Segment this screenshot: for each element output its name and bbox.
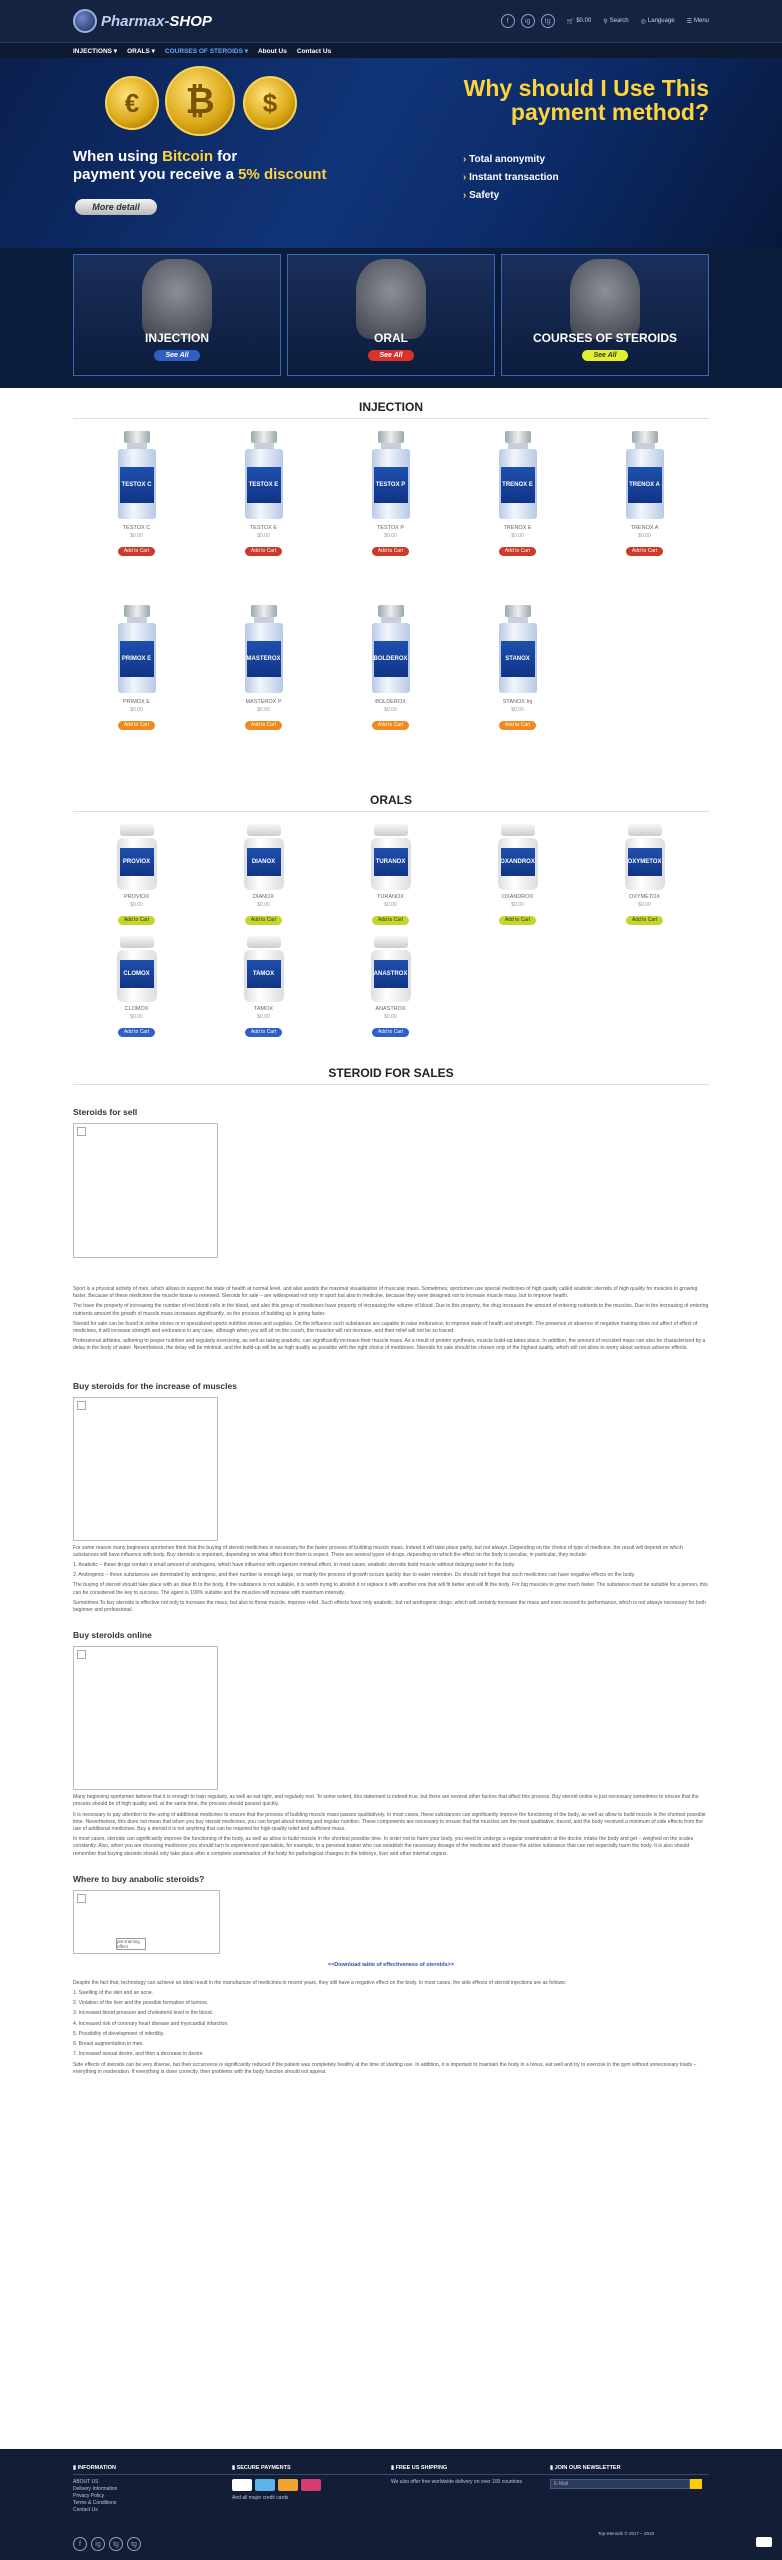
- vial-image: [499, 605, 537, 695]
- product-price: $0.00: [384, 533, 397, 539]
- bottle-cap: [120, 936, 154, 948]
- vial-cap: [505, 431, 531, 443]
- bottle-cap: [374, 824, 408, 836]
- hero-line2-a: payment you receive a: [73, 166, 239, 183]
- bitcoin-coin-icon: ₿: [165, 66, 235, 136]
- bottle-body: [244, 950, 284, 1002]
- add-to-cart-button[interactable]: Add to Cart: [245, 721, 282, 730]
- product-card[interactable]: [73, 820, 200, 932]
- product-card[interactable]: [454, 601, 581, 775]
- hero-line2-b: 5% discount: [238, 166, 327, 183]
- product-card[interactable]: [73, 601, 200, 775]
- product-card[interactable]: [454, 820, 581, 932]
- category-image: [356, 259, 426, 339]
- cart-button[interactable]: [567, 18, 592, 25]
- bottle-image: [371, 936, 411, 1002]
- nav-contact[interactable]: Contact Us: [296, 47, 332, 55]
- article-heading-4: Where to buy anabolic steroids?: [73, 1873, 205, 1884]
- search-icon: ⚲: [603, 18, 608, 25]
- product-name[interactable]: TESTOX E: [249, 525, 278, 531]
- main-content: [73, 388, 709, 2076]
- product-card[interactable]: [73, 427, 200, 601]
- product-card[interactable]: [327, 601, 454, 775]
- product-price: $0.00: [511, 533, 524, 539]
- newsletter-email-input[interactable]: E-Mail: [550, 2479, 690, 2489]
- vial-image: [626, 431, 664, 521]
- site-logo[interactable]: [73, 9, 212, 33]
- vial-cap: [632, 431, 658, 443]
- product-price: $0.00: [638, 902, 651, 908]
- telegram-icon[interactable]: tg: [109, 2537, 123, 2551]
- article-paragraph: The buying of steroid should take place with an ideal fit to the body, if the substance is not suitable, it is worth trying to abolish it or replace it with another one that will fit better and will fit the body. For big muscles to grow much faster. The substance must be suitable for a person, this can be considered the key to success. The agent is 100% suitable and the muscles will increase with maximum intensity.: [73, 1582, 708, 1596]
- bottle-body: [498, 838, 538, 890]
- language-button[interactable]: [641, 18, 675, 25]
- bottle-label: TURANOX: [374, 848, 408, 876]
- telegram-icon[interactable]: tg: [127, 2537, 141, 2551]
- logo-text: [101, 13, 212, 30]
- bottle-body: [244, 838, 284, 890]
- bottle-label: OXYMETOX: [628, 848, 662, 876]
- product-card[interactable]: [327, 820, 454, 932]
- orals-grid: [73, 820, 709, 1044]
- product-card[interactable]: [200, 427, 327, 601]
- hero-line1-b: Bitcoin: [162, 148, 214, 165]
- vial-label: TRENOX E: [501, 467, 535, 503]
- product-name[interactable]: BOLDEROX: [375, 699, 406, 705]
- vial-image: [372, 431, 410, 521]
- vial-label: TRENOX A: [628, 467, 662, 503]
- maestro-card-icon: [301, 2479, 321, 2491]
- vial-glass: [372, 623, 410, 693]
- visa-card-icon: [232, 2479, 252, 2491]
- add-to-cart-button[interactable]: Add to Cart: [499, 916, 536, 925]
- product-name[interactable]: PRIMOX E: [123, 699, 150, 705]
- vial-label: TESTOX C: [120, 467, 154, 503]
- newsletter-submit-button[interactable]: [690, 2479, 702, 2489]
- article-paragraph: 4. Increased risk of coronary heart disease and myocardial infarction.: [73, 2020, 229, 2027]
- footer-pay-heading: ▮ SECURE PAYMENTS: [232, 2465, 391, 2475]
- footer-newsletter: [550, 2465, 709, 2514]
- orals-section-title: ORALS: [73, 781, 709, 812]
- cart-total: $0.00: [576, 18, 592, 24]
- article-paragraph: 5. Possibility of development of infertility.: [73, 2030, 165, 2037]
- footer-ship-heading: ▮ FREE US SHIPPING: [391, 2465, 550, 2475]
- vial-image: [499, 431, 537, 521]
- copyright: Top-Steroids © 2017 – 2019: [597, 2531, 654, 2536]
- vial-cap: [251, 431, 277, 443]
- hero-headline: Why should I Use This payment method?: [463, 75, 709, 125]
- article-paragraph: 1. Swelling of the skin and an acne.: [73, 1990, 154, 1997]
- product-price: $0.00: [257, 1014, 270, 1020]
- footer-link[interactable]: Privacy Policy: [73, 2493, 105, 2499]
- bottle-body: [625, 838, 665, 890]
- add-to-cart-button[interactable]: Add to Cart: [372, 721, 409, 730]
- vial-image: [245, 605, 283, 695]
- product-name[interactable]: OXYMETOX: [628, 894, 661, 900]
- product-price: $0.00: [384, 902, 397, 908]
- footer-pay-title: SECURE PAYMENTS: [236, 2465, 291, 2471]
- add-to-cart-button[interactable]: Add to Cart: [372, 1028, 409, 1037]
- product-price: $0.00: [130, 902, 143, 908]
- article-image-3: [73, 1646, 218, 1790]
- product-card[interactable]: [200, 601, 327, 775]
- category-card[interactable]: [73, 254, 281, 376]
- bottle-label: ANASTROX: [374, 960, 408, 988]
- back-to-top-button[interactable]: [756, 2537, 772, 2547]
- bottle-image: [117, 936, 157, 1002]
- bottle-image: [498, 824, 538, 890]
- category-image: [142, 259, 212, 339]
- vial-cap: [124, 431, 150, 443]
- product-card[interactable]: [581, 820, 708, 932]
- article-paragraph: Sport is a physical activity of men, which allows to support the state of health at normal level, and also assists the maximal visualisation of muscular mass. Sometimes, sportsmen use special medicines of high quality called anabolic steroids of high quality for muscles to growing faster. Because of these medicines the muscle tissue is renewed. Steroids for sale – are widespread not only in sport but also in medicine, because they were designed not to increase muscle mass, but to improve health.: [73, 1286, 698, 1300]
- instagram-icon[interactable]: ig: [521, 14, 535, 28]
- article-heading-2: Buy steroids for the increase of muscles: [73, 1380, 237, 1391]
- vial-image: [118, 605, 156, 695]
- footer-payments: [232, 2465, 391, 2514]
- bottle-label: DIANOX: [247, 848, 281, 876]
- article-heading-3: Buy steroids online: [73, 1630, 152, 1641]
- bottle-cap: [247, 824, 281, 836]
- bottle-label: TAMOX: [247, 960, 281, 988]
- top-bar: [0, 0, 782, 42]
- product-name[interactable]: DIANOX: [252, 894, 275, 900]
- footer-link[interactable]: Contact Us: [73, 2507, 98, 2513]
- vial-label: TESTOX P: [374, 467, 408, 503]
- more-detail-button[interactable]: More detail: [75, 199, 157, 215]
- add-to-cart-button[interactable]: Add to Cart: [118, 547, 155, 556]
- product-name[interactable]: TURANOX: [377, 894, 404, 900]
- vial-glass: [118, 623, 156, 693]
- article-paragraph: 2. Androgenic – these substances are dominated by androgens, and their number is enough large, so mainly the process of growth occurs quickly due to water retention. Do should not forget that such medicines can have negative effects on the body.: [73, 1572, 636, 1579]
- article-paragraph: It is necessary to pay attention to the using of additional medicines to ensure that the process of building muscle mass passes qualitatively. In most cases, these substances can significantly improve the functioning of the body, as well as allow to build muscle in the shortest possible time. Nevertheless, this does not mean that when you buy steroid medicines, you can forget about training and regular nutrition. These components are necessary to ensure that the muscles are the most qualitative, traced, and the body received a minimum of side effects from the use of additional medicines. Buy a steroid it is not anything that can be required for high-quality relief and sufficient mass.: [73, 1811, 706, 1833]
- hero-line1-a: When using: [73, 148, 163, 165]
- article-image-1: [73, 1123, 218, 1258]
- article-paragraph: 2. Violation of the liver and the possible formation of tumors.: [73, 2000, 209, 2007]
- bottle-label: OXANDROX: [501, 848, 535, 876]
- add-to-cart-button[interactable]: Add to Cart: [372, 547, 409, 556]
- image-caption: pre-training effect: [116, 1938, 146, 1950]
- logo-emblem-icon: [73, 9, 97, 33]
- bottle-image: [244, 824, 284, 890]
- product-name[interactable]: TESTOX P: [376, 525, 405, 531]
- add-to-cart-button[interactable]: Add to Cart: [499, 547, 536, 556]
- footer-shipping: [391, 2465, 550, 2514]
- footer-news-title: JOIN OUR NEWSLETTER: [554, 2465, 621, 2471]
- benefit-item: › Instant transaction: [463, 172, 559, 183]
- article: [73, 1093, 709, 2076]
- product-card[interactable]: [200, 932, 327, 1044]
- vial-glass: [626, 449, 664, 519]
- injection-grid: [73, 427, 709, 775]
- article-paragraph: 3. Increased blood pressure and cholesterol level in the blood.: [73, 2010, 214, 2017]
- shipping-note: We also offer free worldwide delivery on over 100 countries: [391, 2479, 522, 2485]
- product-name[interactable]: MASTEROX P: [245, 699, 282, 705]
- add-to-cart-button[interactable]: Add to Cart: [118, 916, 155, 925]
- benefit-item: › Total anonymity: [463, 154, 559, 165]
- add-to-cart-button[interactable]: Add to Cart: [245, 547, 282, 556]
- injection-section-title: INJECTION: [73, 388, 709, 419]
- product-card[interactable]: [327, 427, 454, 601]
- payment-cards: [232, 2479, 391, 2491]
- vial-label: BOLDEROX: [374, 641, 408, 677]
- benefit-item: › Safety: [463, 190, 559, 201]
- bottle-image: [371, 824, 411, 890]
- vial-glass: [245, 623, 283, 693]
- article-paragraph: Steroid for sale can be found in online stores or in specialized sports nutrition stores and supplies. On the influence such substances are capable to raise endurance, to improve state of health and strength. The presence or absence of negative training does not affect of effect of medicines, it will increase strength and endurance in any case, although when you will sit on the couch, the muscles will not increase, and their relief will not be so traced.: [73, 1320, 698, 1335]
- product-name[interactable]: TESTOX C: [122, 525, 151, 531]
- hero-bitcoin-text: [73, 148, 373, 184]
- article-paragraph: Many beginning sportsmen believe that it is enough to train regularly, as well as eat right, and regularly rest. To some extent, this statement is indeed true, but there are several other factors that affect this process. Buy steroid online is just necessary sometimes to ensure that the process should be of high quality and, at the same time, the process should passed quickly.: [73, 1794, 699, 1808]
- globe-icon: ◎: [640, 18, 646, 25]
- nav-injections[interactable]: INJECTIONS ▾: [73, 48, 118, 55]
- vial-label: TESTOX E: [247, 467, 281, 503]
- instagram-icon[interactable]: ig: [91, 2537, 105, 2551]
- category-image: [570, 259, 640, 339]
- vial-label: MASTEROX: [247, 641, 281, 677]
- vial-label: PRIMOX E: [120, 641, 154, 677]
- header-tools: [501, 14, 709, 28]
- add-to-cart-button[interactable]: Add to Cart: [626, 916, 663, 925]
- article-image-4: [73, 1890, 220, 1954]
- vial-image: [245, 431, 283, 521]
- vial-glass: [499, 449, 537, 519]
- product-price: $0.00: [511, 902, 524, 908]
- payment-note: And all major credit cards: [232, 2495, 289, 2501]
- category-title: INJECTION: [144, 331, 209, 345]
- see-all-button[interactable]: See All: [582, 350, 628, 361]
- product-price: $0.00: [511, 707, 524, 713]
- vial-cap: [505, 605, 531, 617]
- bottle-body: [371, 950, 411, 1002]
- add-to-cart-button[interactable]: Add to Cart: [118, 1028, 155, 1037]
- article-title: STEROID FOR SALES: [73, 1054, 709, 1085]
- hero-banner: [0, 58, 782, 248]
- nav-orals[interactable]: ORALS ▾: [127, 48, 155, 55]
- footer: [0, 2449, 782, 2560]
- product-card[interactable]: [454, 427, 581, 601]
- article-paragraph: Despite the fact that, technology can achieve an ideal result in the manufacture of medicines in recent years, they still have a negative effect on the body. In most cases, the side effects of steroid injections are as follows:: [73, 1979, 567, 1986]
- nav-about[interactable]: About Us: [257, 47, 287, 55]
- product-price: $0.00: [130, 1014, 143, 1020]
- vial-cap: [378, 605, 404, 617]
- bottle-image: [625, 824, 665, 890]
- bottle-cap: [374, 936, 408, 948]
- menu-button[interactable]: [687, 18, 709, 25]
- amex-card-icon: [255, 2479, 275, 2491]
- article-paragraph: 6. Breast augmentation in men.: [73, 2041, 144, 2048]
- add-to-cart-button[interactable]: Add to Cart: [626, 547, 663, 556]
- footer-link[interactable]: Delivery Information: [73, 2486, 118, 2492]
- footer-info-title: INFORMATION: [77, 2465, 116, 2471]
- vial-glass: [499, 623, 537, 693]
- add-to-cart-button[interactable]: Add to Cart: [499, 721, 536, 730]
- cart-icon: 🛒: [566, 18, 575, 25]
- see-all-button[interactable]: See All: [368, 350, 414, 361]
- vial-glass: [372, 449, 410, 519]
- bottle-cap: [247, 936, 281, 948]
- product-name[interactable]: CLOMOX: [124, 1006, 149, 1012]
- category-card[interactable]: [501, 254, 709, 376]
- article-paragraph: In most cases, steroids can significantly improve the functioning of the body, as well as allow to build muscle in the shortest possible time. In order not to harm your body, you need to undergo a regular examination at the doctor, intake the body and get – weighed on the scales constantly. Also, when you are choosing medicines you should turn to experienced specialists, for example, to a personal trainer who can establish the necessary dosage of the medicine and choose the active substance that can not especially harm the body. It is also should remember that buying steroids should only take place after a complete examination of the body for pathological changes in the kidneys, liver and other internal organs.: [73, 1836, 694, 1857]
- dollar-coin-icon: $: [243, 76, 297, 130]
- product-price: $0.00: [257, 533, 270, 539]
- facebook-icon[interactable]: f: [73, 2537, 87, 2551]
- euro-coin-icon: €: [105, 76, 159, 130]
- bottle-cap: [628, 824, 662, 836]
- bottle-label: PROVIOX: [120, 848, 154, 876]
- see-all-button[interactable]: See All: [154, 350, 200, 361]
- product-price: $0.00: [130, 533, 143, 539]
- product-card[interactable]: [200, 820, 327, 932]
- vial-cap: [124, 605, 150, 617]
- article-paragraph: The have the property of increasing the number of red blood cells in the blood, and also this group of medicines have property of increasing the volume of blood. Due to this property, the drug increases the amount of entering nutrients to the muscles. Due to the increasing of entering nutrients amount the growth of muscle mass increases significantly, so the process of building up is going faster.: [73, 1303, 709, 1317]
- facebook-icon[interactable]: f: [501, 14, 515, 28]
- article-paragraph: Side effects of steroids can be very diverse, but their occurrence is significantly reduced if the patient was completely healthy at the time of starting use. In addition, it is important to maintain the body in a tonus, eat well and try to exercise in the gym without unnecessary loads – everything in moderation. If everything is done correctly, then problems with the body function should not appear.: [73, 2061, 697, 2075]
- menu-label: Menu: [693, 18, 709, 24]
- product-card[interactable]: [73, 932, 200, 1044]
- article-paragraph: 7. Increased sexual desire, and then a decrease in desire.: [73, 2051, 204, 2058]
- product-name[interactable]: PROVIOX: [123, 894, 150, 900]
- vial-cap: [251, 605, 277, 617]
- bottle-body: [117, 838, 157, 890]
- footer-link[interactable]: Terms & Conditions: [73, 2500, 117, 2506]
- category-card[interactable]: [287, 254, 495, 376]
- article-paragraph: For some reason many beginners sportsmen think that the buying of steroid medicines is necessary for the faster process of building muscle mass. Indeed it will take place partly, but not always. Depending on the choice of type of medicine, the result will depend on which substances will have influence with body. Buy steroids is important, depending on what effect from them is expect. There are several types of drugs, depending on which the effect on the body is peculiar, in particular, they include:: [73, 1544, 683, 1558]
- product-price: $0.00: [384, 1014, 397, 1020]
- bottle-body: [371, 838, 411, 890]
- add-to-cart-button[interactable]: Add to Cart: [245, 916, 282, 925]
- product-name[interactable]: TAMOX: [253, 1006, 274, 1012]
- nav-courses[interactable]: COURSES OF STEROIDS ▾: [164, 48, 248, 55]
- product-name[interactable]: ANASTROX: [375, 1006, 406, 1012]
- add-to-cart-button[interactable]: Add to Cart: [372, 916, 409, 925]
- product-price: $0.00: [257, 902, 270, 908]
- mastercard-icon: [278, 2479, 298, 2491]
- product-name[interactable]: TRENOX E: [503, 525, 532, 531]
- vial-glass: [245, 449, 283, 519]
- bottle-body: [117, 950, 157, 1002]
- add-to-cart-button[interactable]: Add to Cart: [245, 1028, 282, 1037]
- hero-benefits: [463, 154, 559, 208]
- article-paragraph: Professional athletes, adhering to proper nutrition and regularly exercising, as well as taking anabolic, can significantly increase their muscle mass. As a result of protein synthesis, muscle build-up takes place. In addition, the amount of recruited mass can also be characterized by a delay in the body of water. Nevertheless, the delay will be minimal, and the build-up will be as high quality as possible with the right choice of medicines. Steroids for sale should be chosen only of the highest quality, which will not allow to worry about serious adverse effects.: [73, 1338, 706, 1352]
- logo-accent: SHOP: [169, 12, 212, 30]
- category-strip: [0, 248, 782, 388]
- article-heading-1: Steroids for sell: [73, 1107, 138, 1117]
- product-name[interactable]: OXANDROX: [501, 894, 534, 900]
- product-name[interactable]: STANOX Inj: [502, 699, 533, 705]
- article-paragraph: Sometimes To buy steroids is effective not only to increase the mass, but also to throw muscle, improve relief. Such effects have only anabolic, but not androgenic drugs, which will certainly increase the mass and even exceed its performance, which is not always necessary for both beginner and professional.: [73, 1599, 706, 1614]
- main-nav: [0, 42, 782, 58]
- language-label: Language: [647, 18, 675, 24]
- logo-main: Pharmax-: [101, 12, 170, 30]
- footer-info-heading: ▮ INFORMATION: [73, 2465, 232, 2475]
- telegram-icon[interactable]: tg: [541, 14, 555, 28]
- download-table-link[interactable]: <<Download table of effectiveness of steroids>>: [327, 1961, 455, 1968]
- product-card[interactable]: [327, 932, 454, 1044]
- bottle-image: [244, 936, 284, 1002]
- search-button[interactable]: [603, 18, 628, 25]
- vial-label: STANOX: [501, 641, 535, 677]
- product-price: $0.00: [638, 533, 651, 539]
- search-label: Search: [609, 18, 629, 24]
- footer-link[interactable]: ABOUT US: [73, 2479, 99, 2485]
- vial-glass: [118, 449, 156, 519]
- product-price: $0.00: [257, 707, 270, 713]
- bottle-image: [117, 824, 157, 890]
- bottle-cap: [501, 824, 535, 836]
- article-paragraph: 1. Anabolic – these drugs contain a small amount of androgens, which have influence with organism minimal effect. In most cases, anabolic steroids build muscle without delaying water in the body.: [73, 1562, 516, 1569]
- newsletter-form: [550, 2479, 709, 2489]
- hamburger-icon: ☰: [686, 18, 692, 25]
- vial-cap: [378, 431, 404, 443]
- category-title: COURSES OF STEROIDS: [532, 331, 678, 345]
- footer-info: [73, 2465, 232, 2514]
- product-card[interactable]: [581, 427, 708, 601]
- product-price: $0.00: [130, 707, 143, 713]
- footer-social: [73, 2537, 141, 2551]
- bottle-label: CLOMOX: [120, 960, 154, 988]
- vial-image: [118, 431, 156, 521]
- hero-line1-c: for: [213, 148, 238, 165]
- vial-image: [372, 605, 410, 695]
- bottle-cap: [120, 824, 154, 836]
- add-to-cart-button[interactable]: Add to Cart: [118, 721, 155, 730]
- product-name[interactable]: TRENOX A: [630, 525, 659, 531]
- category-title: ORAL: [374, 331, 408, 345]
- article-image-2: [73, 1397, 218, 1541]
- footer-news-heading: ▮ JOIN OUR NEWSLETTER: [550, 2465, 709, 2475]
- footer-ship-title: FREE US SHIPPING: [395, 2465, 448, 2471]
- product-price: $0.00: [384, 707, 397, 713]
